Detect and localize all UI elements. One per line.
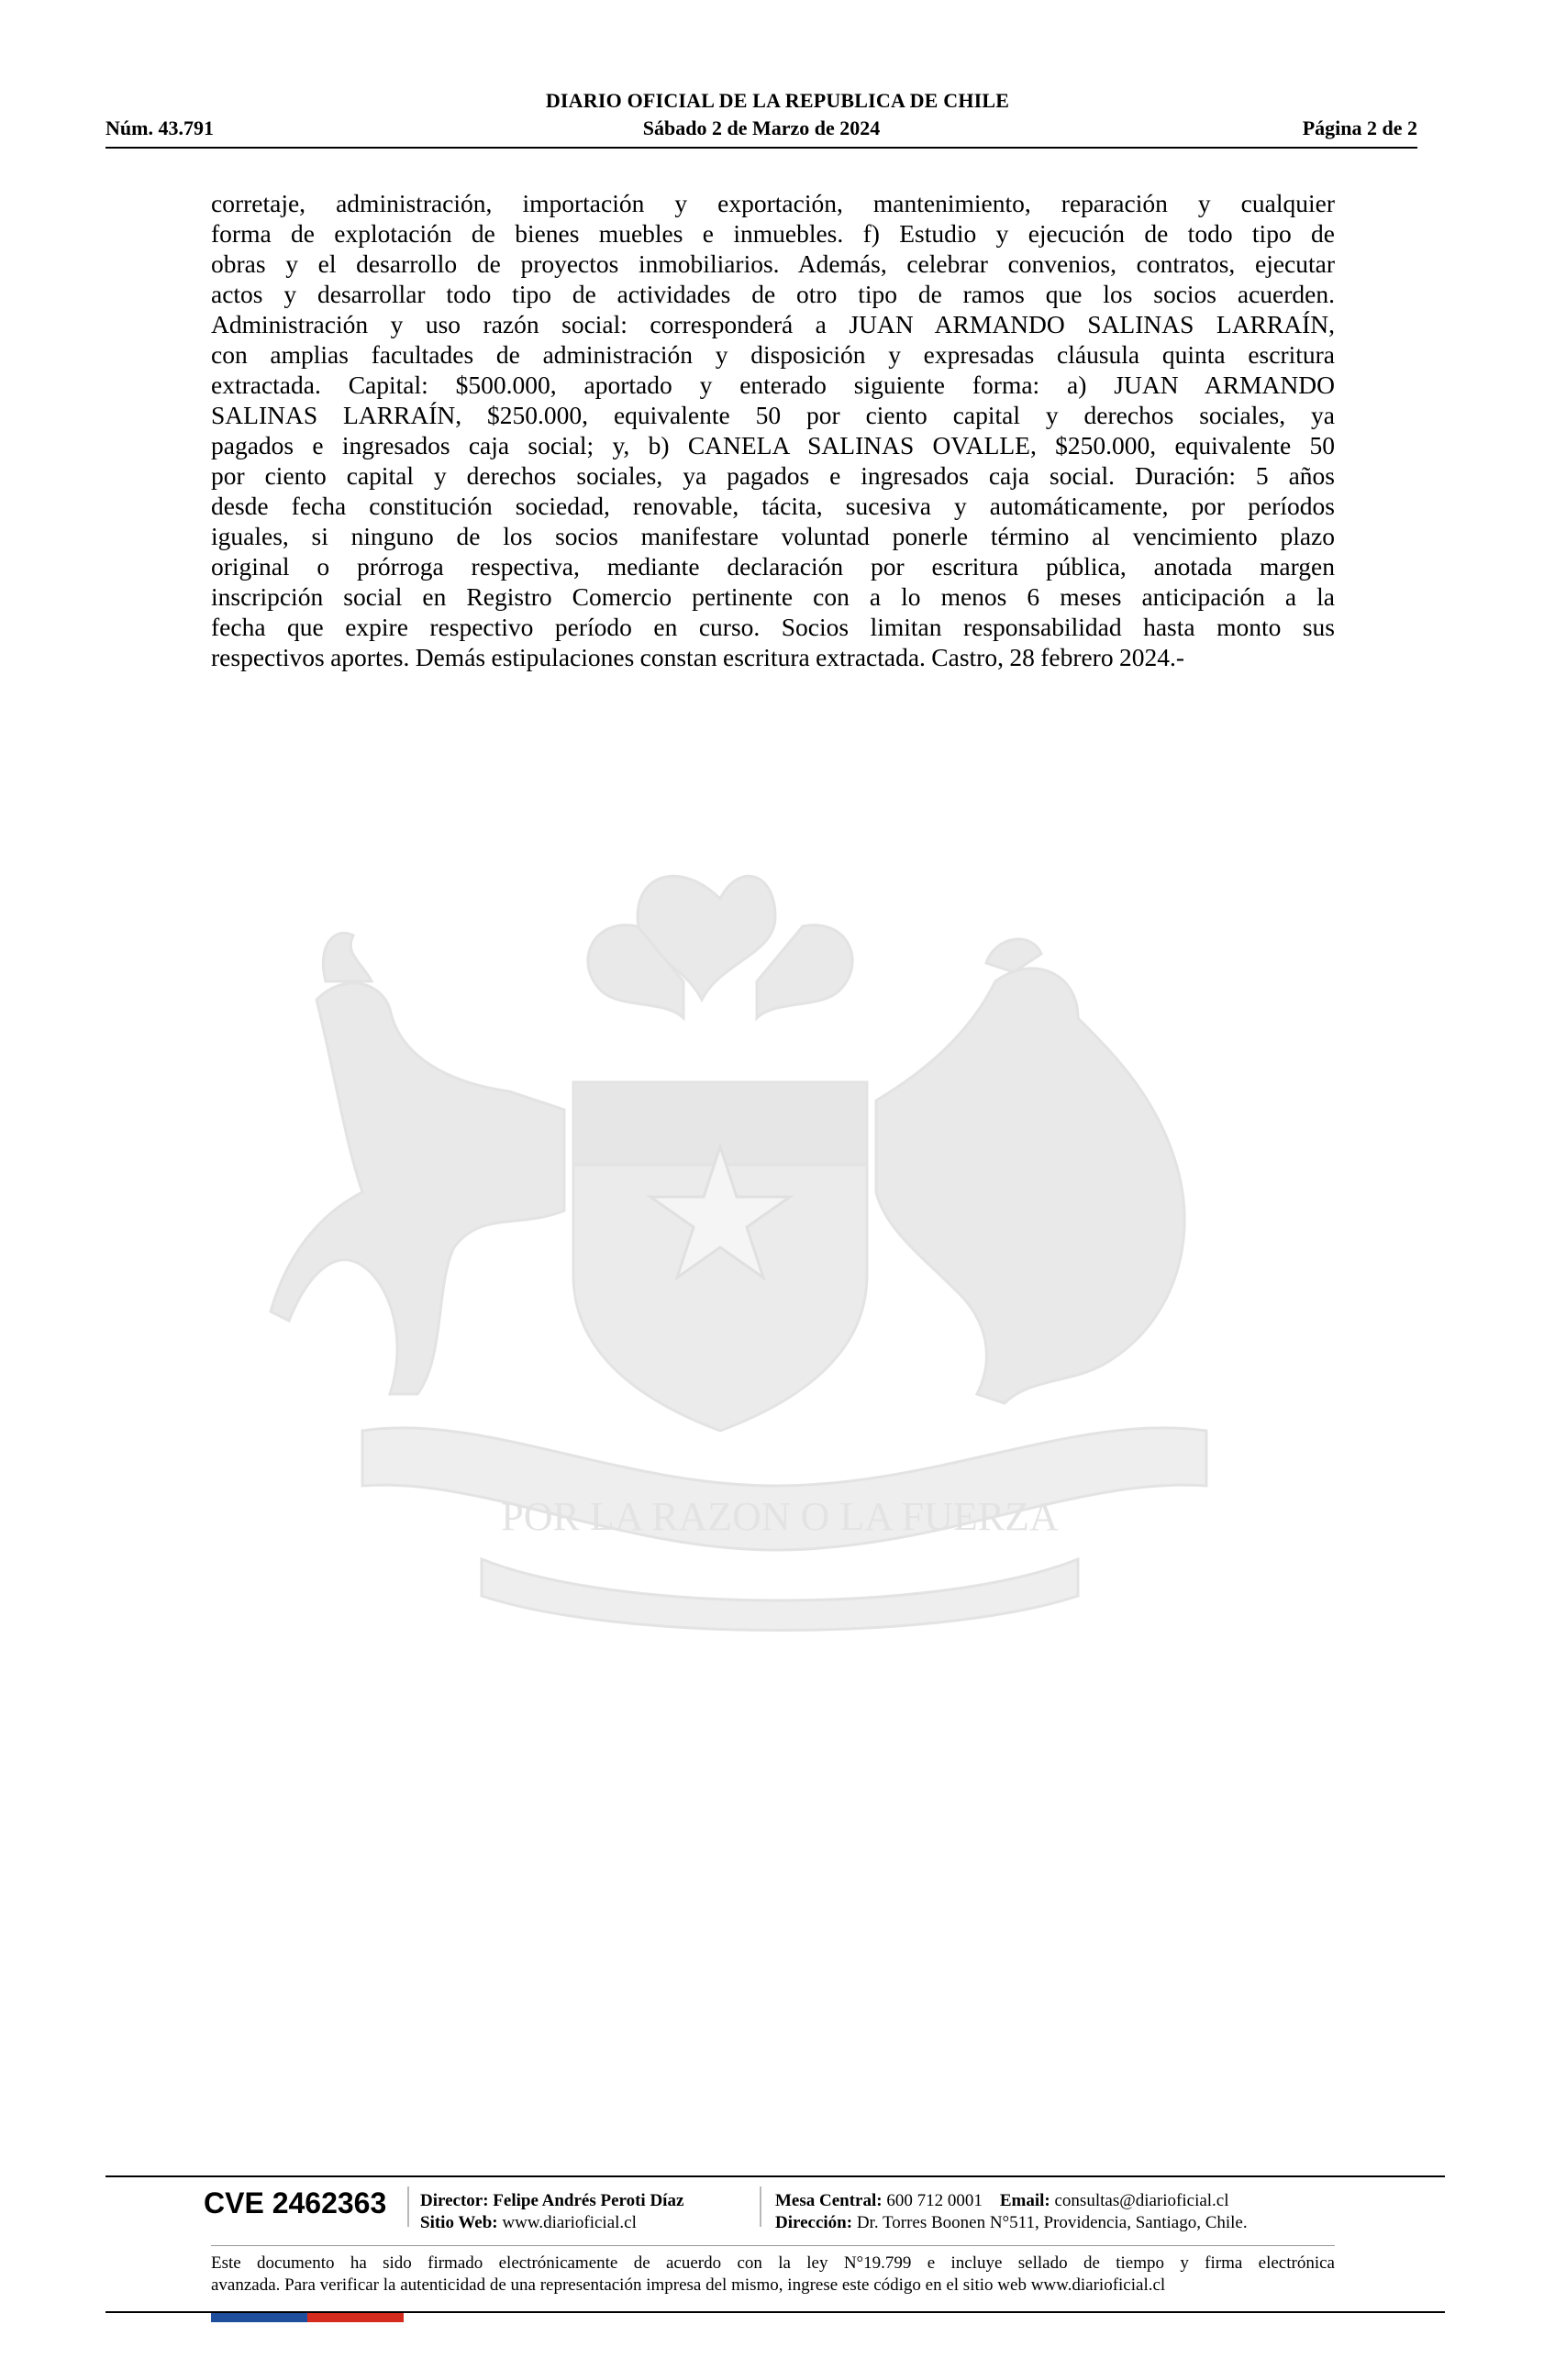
director-name: Felipe Andrés Peroti Díaz [493,2191,684,2210]
address-text: Dr. Torres Boonen N°511, Providencia, Santiago, Chile. [856,2213,1248,2232]
notice-line: Este documento ha sido firmado electrónicamente de acuerdo con la ley N°19.799 e incluye sellado de tiempo y firma electrónica [211,2253,1335,2273]
body-line: extractada. Capital: $500.000, aportado y enterado siguiente forma: a) JUAN ARMANDO [211,371,1335,399]
body-line: corretaje, administración, importación y exportación, mantenimiento, reparación y cualquier [211,189,1335,217]
body-line: Administración y uso razón social: corresponderá a JUAN ARMANDO SALINAS LARRAÍN, [211,310,1335,338]
website-link[interactable]: www.diarioficial.cl [502,2213,637,2232]
signature-notice [211,2253,1335,2297]
body-line: actos y desarrollar todo tipo de actividades de otro tipo de ramos que los socios acuerden. [211,280,1335,308]
director-info [420,2190,683,2212]
body-line: SALINAS LARRAÍN, $250.000, equivalente 50 por ciento capital y derechos sociales, ya [211,401,1335,429]
email-label: Email: [999,2191,1050,2210]
body-line: fecha que expire respectivo período en curso. Socios limitan responsabilidad hasta monto sus [211,613,1335,641]
body-line: por ciento capital y derechos sociales, ya pagados e ingresados caja social. Duración: 5 años [211,461,1335,490]
body-line: respectivos aportes. Demás estipulaciones constan escritura extractada. Castro, 28 febrero 2024.- [211,643,1185,671]
address-label: Dirección: [775,2213,853,2232]
body-line: forma de explotación de bienes muebles e inmuebles. f) Estudio y ejecución de todo tipo de [211,219,1335,248]
email-link[interactable]: consultas@diarioficial.cl [1054,2191,1229,2210]
coat-of-arms-of-chile-icon [206,844,1358,1651]
phone-label: Mesa Central: [775,2191,883,2210]
address-info [775,2212,1248,2234]
footer-inner-divider [211,2245,1335,2246]
phone-number: 600 712 0001 [886,2191,983,2210]
body-line: inscripción social en Registro Comercio pertinente con a lo menos 6 meses anticipación a la [211,582,1335,611]
footer-divider [106,2175,1445,2177]
body-line: desde fecha constitución sociedad, renovable, tácita, sucesiva y automáticamente, por períodos [211,492,1335,520]
body-line: pagados e ingresados caja social; y, b) CANELA SALINAS OVALLE, $250.000, equivalente 50 [211,431,1335,459]
notice-line: avanzada. Para verificar la autenticidad de una representación impresa del mismo, ingrese este código en el sitio web www.diarioficial.cl [211,2275,1166,2295]
page-indicator: Página 2 de 2 [1302,116,1417,139]
footer-separator [760,2186,761,2227]
cve-code: CVE 2462363 [204,2186,387,2219]
website-info [420,2212,637,2234]
body-line: iguales, si ninguno de los socios manifestare voluntad ponerle término al vencimiento plazo [211,522,1335,550]
director-label: Director: [420,2191,489,2210]
footer-separator [407,2186,409,2227]
flag-blue-segment [211,2313,307,2322]
publication-title: DIARIO OFICIAL DE LA REPUBLICA DE CHILE [545,89,1010,112]
contact-info [775,2190,1229,2212]
flag-color-bar [211,2313,404,2322]
watermark-motto: POR LA RAZON O LA FUERZA [501,1494,1059,1539]
flag-red-segment [307,2313,404,2322]
document-body [211,188,1335,672]
header-divider [106,147,1417,149]
issue-number: Núm. 43.791 [106,116,214,139]
website-label: Sitio Web: [420,2213,498,2232]
body-line: obras y el desarrollo de proyectos inmobiliarios. Además, celebrar convenios, contratos, ejecutar [211,249,1335,278]
issue-date: Sábado 2 de Marzo de 2024 [642,116,881,139]
body-line: original o prórroga respectiva, mediante declaración por escritura pública, anotada margen [211,552,1335,581]
body-line: con amplias facultades de administración y disposición y expresadas cláusula quinta escritura [211,340,1335,369]
